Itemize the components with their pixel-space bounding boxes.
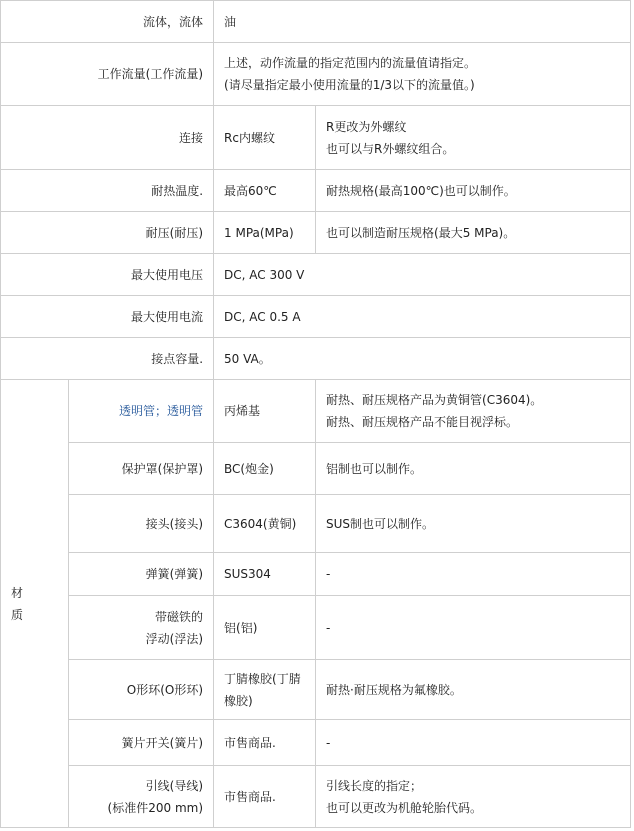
material-float-label: 带磁铁的 浮动(浮法) xyxy=(69,596,214,660)
material-reed-note: - xyxy=(316,720,631,766)
row-material-oring xyxy=(1,660,631,720)
row-voltage xyxy=(1,254,631,296)
material-lead-value: 市售商品. xyxy=(214,766,316,828)
temp-value: 最高60℃ xyxy=(214,170,316,212)
pressure-label: 耐压(耐压) xyxy=(1,212,214,254)
material-spring-label: 弹簧(弹簧) xyxy=(69,553,214,596)
row-material-spring xyxy=(1,553,631,596)
material-spring-note: - xyxy=(316,553,631,596)
material-joint-value: C3604(黄铜) xyxy=(214,495,316,553)
flow-value: 上述，动作流量的指定范围内的流量值请指定。 (请尽量指定最小使用流量的1/3以下的流量值。) xyxy=(214,43,631,106)
row-temp xyxy=(1,170,631,212)
material-joint-note: SUS制也可以制作。 xyxy=(316,495,631,553)
row-material-reed xyxy=(1,720,631,766)
material-group-label: 材 质 xyxy=(1,380,69,828)
material-spring-value: SUS304 xyxy=(214,553,316,596)
material-oring-note: 耐热·耐压规格为氟橡胶。 xyxy=(316,660,631,720)
material-float-value: 铝(铝) xyxy=(214,596,316,660)
row-connection xyxy=(1,106,631,170)
current-value: DC, AC 0.5 A xyxy=(214,296,631,338)
pressure-value: 1 MPa(MPa) xyxy=(214,212,316,254)
connection-note: R更改为外螺纹 也可以与R外螺纹组合。 xyxy=(316,106,631,170)
row-flow xyxy=(1,43,631,106)
material-float-note: - xyxy=(316,596,631,660)
voltage-label: 最大使用电压 xyxy=(1,254,214,296)
row-material-lead xyxy=(1,766,631,828)
material-oring-value: 丁腈橡胶(丁腈 橡胶) xyxy=(214,660,316,720)
flow-label: 工作流量(工作流量) xyxy=(1,43,214,106)
material-tube-value: 丙烯基 xyxy=(214,380,316,443)
material-oring-label: O形环(O形环) xyxy=(69,660,214,720)
row-material-float xyxy=(1,596,631,660)
row-fluid xyxy=(1,1,631,43)
temp-note: 耐热规格(最高100℃)也可以制作。 xyxy=(316,170,631,212)
material-tube-label: 透明管；透明管 xyxy=(69,380,214,443)
voltage-value: DC, AC 300 V xyxy=(214,254,631,296)
material-tube-note: 耐热、耐压规格产品为黄铜管(C3604)。 耐热、耐压规格产品不能目视浮标。 xyxy=(316,380,631,443)
material-cover-note: 铝制也可以制作。 xyxy=(316,443,631,495)
connection-value: Rc内螺纹 xyxy=(214,106,316,170)
pressure-note: 也可以制造耐压规格(最大5 MPa)。 xyxy=(316,212,631,254)
row-material-joint xyxy=(1,495,631,553)
material-cover-value: BC(炮金) xyxy=(214,443,316,495)
material-lead-note: 引线长度的指定； 也可以更改为机舱轮胎代码。 xyxy=(316,766,631,828)
connection-label: 连接 xyxy=(1,106,214,170)
material-joint-label: 接头(接头) xyxy=(69,495,214,553)
material-cover-label: 保护罩(保护罩) xyxy=(69,443,214,495)
material-reed-value: 市售商品. xyxy=(214,720,316,766)
temp-label: 耐热温度. xyxy=(1,170,214,212)
material-lead-label: 引线(导线) (标准件200 mm) xyxy=(69,766,214,828)
fluid-value: 油 xyxy=(214,1,631,43)
contact-label: 接点容量. xyxy=(1,338,214,380)
row-pressure xyxy=(1,212,631,254)
row-contact xyxy=(1,338,631,380)
row-current xyxy=(1,296,631,338)
row-material-cover xyxy=(1,443,631,495)
fluid-label: 流体，流体 xyxy=(1,1,214,43)
current-label: 最大使用电流 xyxy=(1,296,214,338)
contact-value: 50 VA。 xyxy=(214,338,631,380)
row-material-tube xyxy=(1,380,631,443)
material-reed-label: 簧片开关(簧片) xyxy=(69,720,214,766)
